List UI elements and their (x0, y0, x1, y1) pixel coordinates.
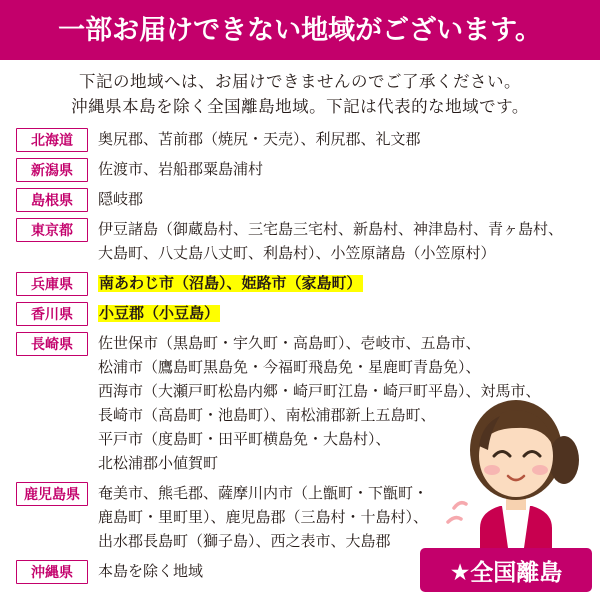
area-line: 鹿島町・里町里）、鹿児島郡（三島村・十島村）、 (98, 509, 429, 526)
area-line-highlighted (98, 272, 584, 296)
intro-block (0, 60, 600, 126)
area-list (88, 218, 584, 266)
area-line: 本島を除く地域 (98, 563, 204, 580)
area-line-highlighted (98, 302, 584, 326)
highlight-text: 南あわじ市（沼島）、姫路市（家島町） (99, 275, 362, 292)
area-line: 佐世保市（黒島町・宇久町・高島町）、壱岐市、五島市、 (98, 335, 481, 352)
area-line: 奥尻郡、苫前郡（焼尻・天売）、利尻郡、礼文郡 (98, 131, 421, 148)
area-list (88, 128, 584, 152)
prefecture-label: 北海道 (16, 128, 88, 152)
area-list (88, 482, 584, 554)
table-row (16, 128, 584, 152)
prefecture-label: 島根県 (16, 188, 88, 212)
area-line: 伊豆諸島（御蔵島村、三宅島三宅村、新島村、神津島村、青ヶ島村、 (98, 221, 564, 238)
highlight-text: 小豆郡（小豆島） (99, 305, 220, 322)
status-badge (420, 548, 592, 592)
table-row (16, 188, 584, 212)
table-row (16, 482, 584, 554)
area-line: 隠岐郡 (98, 191, 144, 208)
area-list (88, 272, 584, 296)
intro-line-1: 下記の地域へは、お届けできませんのでご了承ください。 (79, 73, 521, 91)
area-line: 北松浦郡小値賀町 (98, 455, 219, 472)
area-line: 平戸市（度島町・田平町横島免・大島村）、 (98, 431, 391, 448)
region-table (0, 126, 600, 584)
area-line: 奄美市、熊毛郡、薩摩川内市（上甑町・下甑町・ (98, 485, 429, 502)
table-row (16, 272, 584, 296)
banner-title: 一部お届けできない地域がございます。 (58, 14, 542, 45)
prefecture-label: 新潟県 (16, 158, 88, 182)
table-row (16, 218, 584, 266)
intro-line-2: 沖縄県本島を除く全国離島地域。下記は代表的な地域です。 (71, 98, 529, 116)
area-list (88, 188, 584, 212)
table-row (16, 302, 584, 326)
area-line: 佐渡市、岩船郡粟島浦村 (98, 161, 264, 178)
header-banner (0, 0, 600, 60)
prefecture-label: 東京都 (16, 218, 88, 242)
area-list (88, 332, 584, 476)
prefecture-label: 長崎県 (16, 332, 88, 356)
area-list (88, 158, 584, 182)
table-row (16, 158, 584, 182)
badge-label: ★全国離島 (449, 558, 563, 585)
prefecture-label: 香川県 (16, 302, 88, 326)
area-line: 大島町、八丈島八丈町、利島村）、小笠原諸島（小笠原村） (98, 245, 496, 262)
prefecture-label: 兵庫県 (16, 272, 88, 296)
area-line: 長崎市（高島町・池島町）、南松浦郡新上五島町、 (98, 407, 436, 424)
area-list (88, 302, 584, 326)
prefecture-label: 沖縄県 (16, 560, 88, 584)
area-line: 西海市（大瀬戸町松島内郷・崎戸町江島・崎戸町平島）、対馬市、 (98, 383, 541, 400)
area-line: 出水郡長島町（獅子島）、西之表市、大島郡 (98, 533, 391, 550)
prefecture-label: 鹿児島県 (16, 482, 88, 506)
table-row (16, 332, 584, 476)
area-line: 松浦市（鷹島町黒島免・今福町飛島免・星鹿町青島免）、 (98, 359, 481, 376)
